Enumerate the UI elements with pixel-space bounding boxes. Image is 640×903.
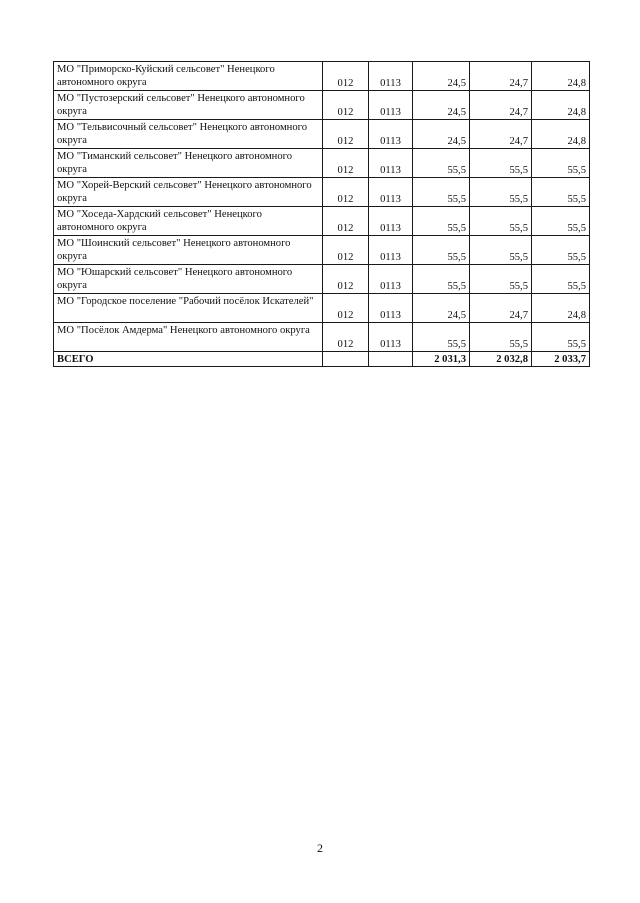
amount-year-1: 55,5 xyxy=(413,236,470,265)
ministry-code: 012 xyxy=(323,91,369,120)
ministry-code: 012 xyxy=(323,62,369,91)
municipality-name: МО "Городское поселение "Рабочий посёлок Искателей" xyxy=(54,294,323,323)
amount-year-3: 55,5 xyxy=(532,323,590,352)
table-row xyxy=(54,294,590,323)
table-row xyxy=(54,323,590,352)
ministry-code: 012 xyxy=(323,149,369,178)
amount-year-1: 24,5 xyxy=(413,294,470,323)
section-code: 0113 xyxy=(369,178,413,207)
amount-year-1: 55,5 xyxy=(413,265,470,294)
municipality-name: МО "Юшарский сельсовет" Ненецкого автономного округа xyxy=(54,265,323,294)
section-code: 0113 xyxy=(369,265,413,294)
ministry-code: 012 xyxy=(323,120,369,149)
table-row xyxy=(54,207,590,236)
amount-year-1: 55,5 xyxy=(413,178,470,207)
ministry-code: 012 xyxy=(323,265,369,294)
total-amount-year-2: 2 032,8 xyxy=(470,352,532,367)
amount-year-2: 55,5 xyxy=(470,149,532,178)
amount-year-1: 55,5 xyxy=(413,323,470,352)
municipality-name: МО "Посёлок Амдерма" Ненецкого автономного округа xyxy=(54,323,323,352)
municipality-name: МО "Тиманский сельсовет" Ненецкого автономного округа xyxy=(54,149,323,178)
total-amount-year-3: 2 033,7 xyxy=(532,352,590,367)
section-code: 0113 xyxy=(369,236,413,265)
total-section-code xyxy=(369,352,413,367)
total-label: ВСЕГО xyxy=(54,352,323,367)
municipality-name: МО "Тельвисочный сельсовет" Ненецкого автономного округа xyxy=(54,120,323,149)
table-row xyxy=(54,62,590,91)
total-row xyxy=(54,352,590,367)
amount-year-1: 24,5 xyxy=(413,120,470,149)
ministry-code: 012 xyxy=(323,323,369,352)
table-row xyxy=(54,236,590,265)
amount-year-2: 55,5 xyxy=(470,265,532,294)
amount-year-2: 24,7 xyxy=(470,62,532,91)
amount-year-1: 24,5 xyxy=(413,91,470,120)
subsidy-table xyxy=(53,61,590,367)
municipality-name: МО "Пустозерский сельсовет" Ненецкого автономного округа xyxy=(54,91,323,120)
section-code: 0113 xyxy=(369,207,413,236)
amount-year-3: 24,8 xyxy=(532,62,590,91)
table-row xyxy=(54,178,590,207)
amount-year-2: 55,5 xyxy=(470,236,532,265)
section-code: 0113 xyxy=(369,120,413,149)
table-body xyxy=(54,62,590,367)
table-row xyxy=(54,120,590,149)
municipality-name: МО "Хорей-Верский сельсовет" Ненецкого автономного округа xyxy=(54,178,323,207)
amount-year-3: 55,5 xyxy=(532,207,590,236)
table-row xyxy=(54,149,590,178)
amount-year-3: 55,5 xyxy=(532,265,590,294)
municipality-name: МО "Шоинский сельсовет" Ненецкого автономного округа xyxy=(54,236,323,265)
section-code: 0113 xyxy=(369,294,413,323)
amount-year-3: 24,8 xyxy=(532,294,590,323)
amount-year-1: 55,5 xyxy=(413,149,470,178)
ministry-code: 012 xyxy=(323,236,369,265)
total-ministry-code xyxy=(323,352,369,367)
section-code: 0113 xyxy=(369,323,413,352)
amount-year-3: 24,8 xyxy=(532,91,590,120)
amount-year-3: 24,8 xyxy=(532,120,590,149)
amount-year-2: 55,5 xyxy=(470,178,532,207)
table-row xyxy=(54,91,590,120)
amount-year-3: 55,5 xyxy=(532,178,590,207)
section-code: 0113 xyxy=(369,149,413,178)
amount-year-3: 55,5 xyxy=(532,236,590,265)
amount-year-2: 24,7 xyxy=(470,120,532,149)
section-code: 0113 xyxy=(369,91,413,120)
municipality-name: МО "Хоседа-Хардский сельсовет" Ненецкого автономного округа xyxy=(54,207,323,236)
amount-year-2: 55,5 xyxy=(470,207,532,236)
ministry-code: 012 xyxy=(323,207,369,236)
ministry-code: 012 xyxy=(323,178,369,207)
ministry-code: 012 xyxy=(323,294,369,323)
total-amount-year-1: 2 031,3 xyxy=(413,352,470,367)
municipality-name: МО "Приморско-Куйский сельсовет" Ненецкого автономного округа xyxy=(54,62,323,91)
table-row xyxy=(54,265,590,294)
amount-year-3: 55,5 xyxy=(532,149,590,178)
amount-year-1: 24,5 xyxy=(413,62,470,91)
amount-year-2: 24,7 xyxy=(470,91,532,120)
page-number: 2 xyxy=(317,841,323,855)
amount-year-2: 24,7 xyxy=(470,294,532,323)
amount-year-1: 55,5 xyxy=(413,207,470,236)
amount-year-2: 55,5 xyxy=(470,323,532,352)
section-code: 0113 xyxy=(369,62,413,91)
